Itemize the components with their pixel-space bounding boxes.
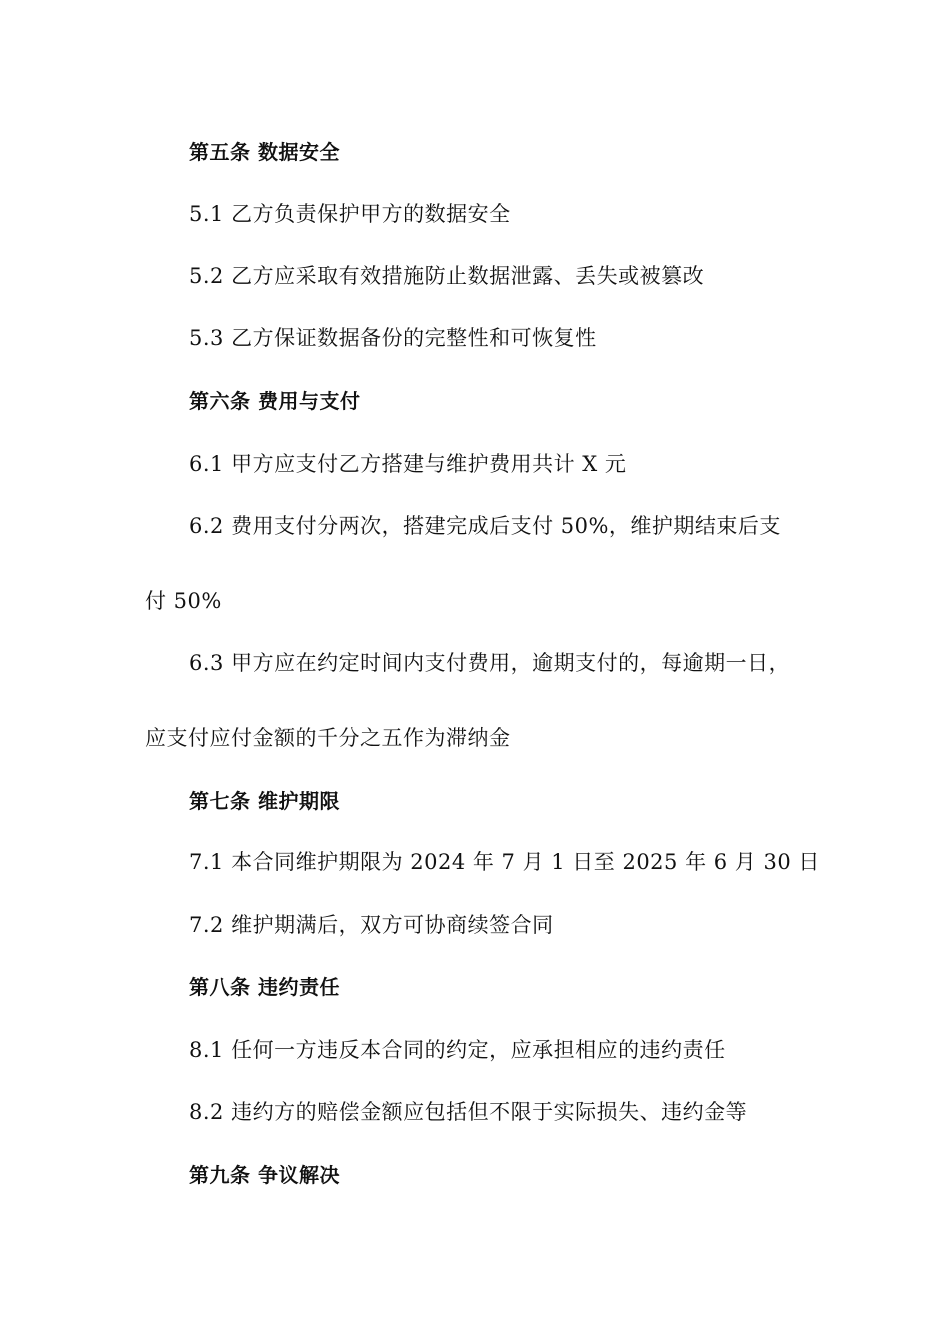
clause-6-1: 6.1 甲方应支付乙方搭建与维护费用共计 X 元 [189, 452, 627, 476]
clause-8-2: 8.2 违约方的赔偿金额应包括但不限于实际损失、违约金等 [189, 1100, 748, 1124]
section-heading-8: 第八条 违约责任 [189, 975, 340, 999]
clause-6-2: 6.2 费用支付分两次，搭建完成后支付 50%，维护期结束后支 [189, 514, 781, 538]
clause-5-1: 5.1 乙方负责保护甲方的数据安全 [189, 202, 511, 226]
clause-7-2: 7.2 维护期满后，双方可协商续签合同 [189, 913, 554, 937]
clause-5-3: 5.3 乙方保证数据备份的完整性和可恢复性 [189, 326, 597, 350]
section-heading-5: 第五条 数据安全 [189, 140, 340, 164]
clause-6-3: 6.3 甲方应在约定时间内支付费用，逾期支付的，每逾期一日， [189, 651, 791, 675]
clause-5-2: 5.2 乙方应采取有效措施防止数据泄露、丢失或被篡改 [189, 264, 705, 288]
clause-7-1: 7.1 本合同维护期限为 2024 年 7 月 1 日至 2025 年 6 月 30 日 [189, 850, 820, 874]
section-heading-6: 第六条 费用与支付 [189, 389, 361, 413]
section-heading-7: 第七条 维护期限 [189, 789, 340, 813]
clause-6-3-continuation: 应支付应付金额的千分之五作为滞纳金 [145, 726, 511, 750]
clause-8-1: 8.1 任何一方违反本合同的约定，应承担相应的违约责任 [189, 1038, 726, 1062]
section-heading-9: 第九条 争议解决 [189, 1163, 340, 1187]
clause-6-2-continuation: 付 50% [145, 589, 222, 613]
